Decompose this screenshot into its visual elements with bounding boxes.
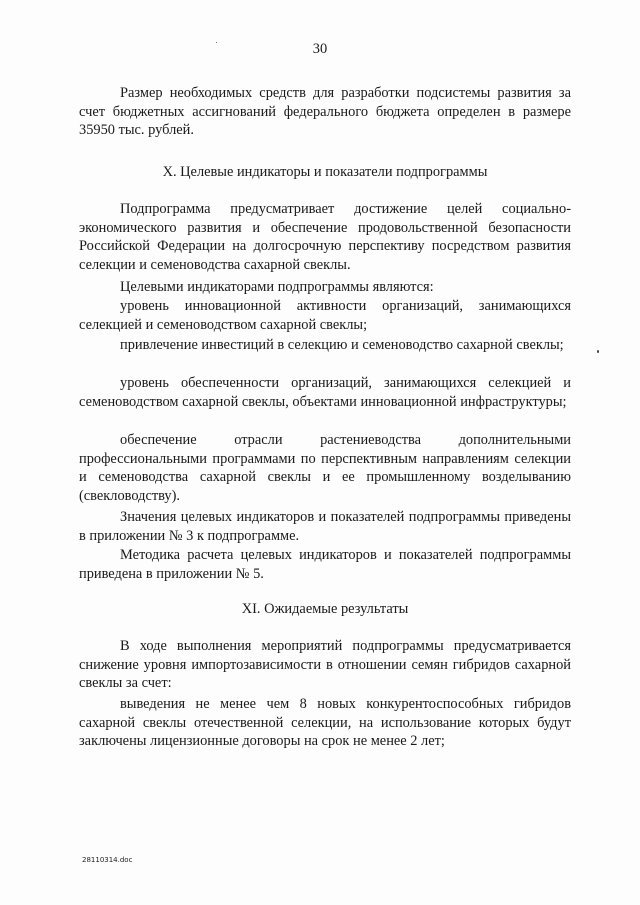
- paragraph-expected-results: В ходе выполнения мероприятий подпрограммы предусматривается снижение уровня импортозависимости в отношении семян гибридов сахарной свеклы за счет:: [79, 638, 571, 692]
- paragraph-indicators-intro: Целевыми индикаторами подпрограммы являются:: [120, 279, 434, 295]
- paragraph-indicator-values: Значения целевых индикаторов и показателей подпрограммы приведены в приложении № 3 к подпрограмме.: [79, 509, 571, 544]
- document-file-code: 28110314.doc: [82, 856, 133, 864]
- paragraph-funding: Размер необходимых средств для разработки подсистемы развития за счет бюджетных ассигнований федерального бюджета определен в размере 35950 тыс. рублей.: [79, 85, 571, 139]
- list-item-new-hybrids: выведения не менее чем 8 новых конкурентоспособных гибридов сахарной свеклы отечественной селекции, на использование которых будут заключены лицензионные договоры на срок не менее 2 лет;: [79, 696, 571, 750]
- paragraph-goals: Подпрограмма предусматривает достижение целей социально-экономического развития и обеспечение продовольственной безопасности Российской Федерации на долгосрочную перспективу посредством развития селекции и семеноводства сахарной свеклы.: [79, 201, 571, 273]
- section-heading-x: X. Целевые индикаторы и показатели подпрограммы: [162, 164, 488, 180]
- scan-speck: [216, 42, 217, 43]
- list-item-professional-programs: обеспечение отрасли растениеводства дополнительными профессиональными программами по перспективным направлениям селекции и семеноводства сахарной свеклы и ее промышленному возделыванию (свекловодству).: [79, 432, 571, 504]
- paragraph-methodology: Методика расчета целевых индикаторов и показателей подпрограммы приведена в приложении № 5.: [79, 547, 571, 582]
- list-item-investment: привлечение инвестиций в селекцию и семеноводство сахарной свеклы;: [120, 337, 564, 353]
- scan-speck: [597, 350, 599, 353]
- page-number: 30: [312, 41, 328, 57]
- section-heading-xi: XI. Ожидаемые результаты: [241, 601, 409, 617]
- list-item-innovation-activity: уровень инновационной активности организаций, занимающихся селекцией и семеноводством сахарной свеклы;: [79, 298, 571, 333]
- list-item-infrastructure: уровень обеспеченности организаций, занимающихся селекцией и семеноводством сахарной свеклы, объектами инновационной инфраструктуры;: [79, 375, 571, 410]
